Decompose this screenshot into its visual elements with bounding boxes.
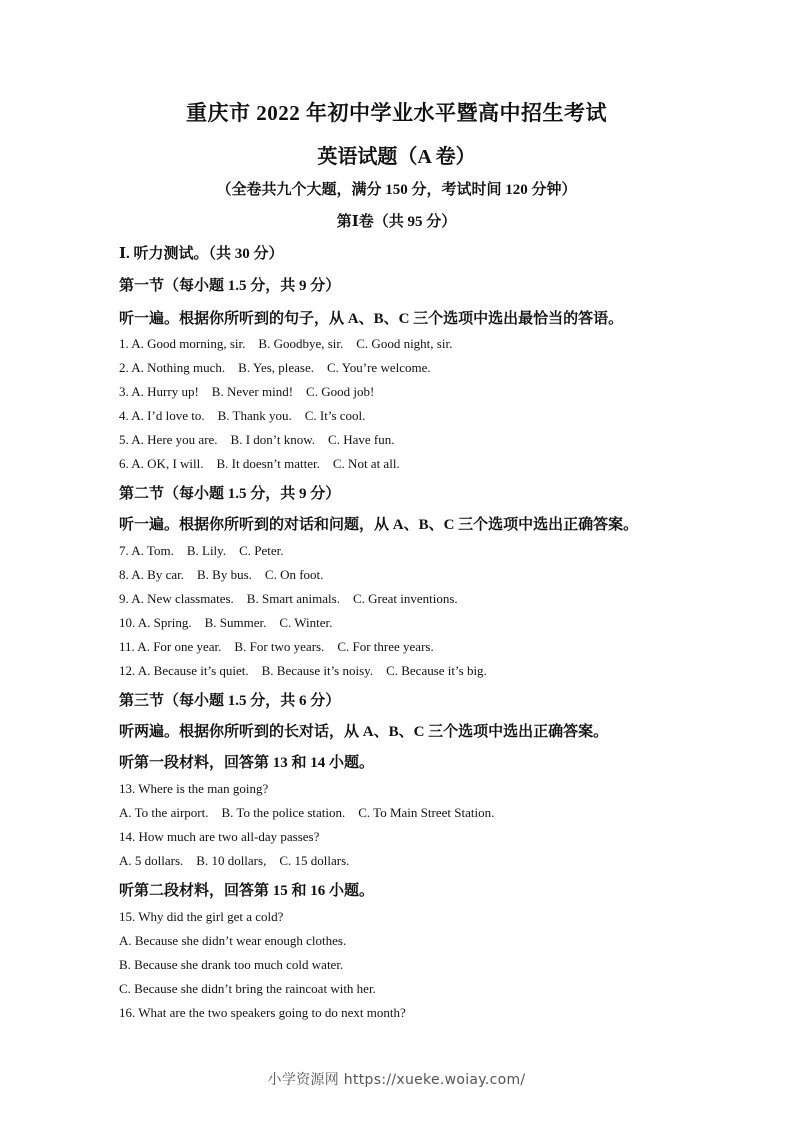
question-options: A. To the airport. B. To the police station. C. To Main Street Station. bbox=[119, 805, 495, 820]
question-item: 6. A. OK, I will. B. It doesn’t matter. C. Not at all. bbox=[119, 456, 400, 471]
exam-info: （全卷共九个大题，满分 150 分，考试时间 120 分钟） bbox=[216, 182, 577, 198]
question-option: A. Because she didn’t wear enough clothes. bbox=[119, 933, 347, 948]
part-heading-listening: Ⅰ. 听力测试。（共 30 分） bbox=[119, 246, 284, 262]
question-item: 2. A. Nothing much. B. Yes, please. C. You’re welcome. bbox=[119, 360, 431, 375]
material1-heading: 听第一段材料，回答第 13 和 14 小题。 bbox=[119, 755, 375, 771]
question-item: 7. A. Tom. B. Lily. C. Peter. bbox=[119, 543, 284, 558]
question-item: 15. Why did the girl get a cold? bbox=[119, 909, 284, 924]
question-item: 4. A. I’d love to. B. Thank you. C. It’s cool. bbox=[119, 408, 366, 423]
section3-instruction: 听两遍。根据你所听到的长对话，从 A、B、C 三个选项中选出正确答案。 bbox=[119, 724, 609, 740]
material2-heading: 听第二段材料，回答第 15 和 16 小题。 bbox=[119, 883, 375, 899]
question-item: 3. A. Hurry up! B. Never mind! C. Good job! bbox=[119, 384, 375, 399]
section2-heading: 第二节（每小题 1.5 分，共 9 分） bbox=[119, 486, 341, 502]
exam-title: 重庆市 2022 年初中学业水平暨高中招生考试 bbox=[186, 101, 607, 125]
question-option: C. Because she didn’t bring the raincoat with her. bbox=[119, 981, 376, 996]
question-item: 13. Where is the man going? bbox=[119, 781, 269, 796]
question-options: A. 5 dollars. B. 10 dollars, C. 15 dollars. bbox=[119, 853, 350, 868]
question-item: 8. A. By car. B. By bus. C. On foot. bbox=[119, 567, 324, 582]
question-item: 1. A. Good morning, sir. B. Goodbye, sir. C. Good night, sir. bbox=[119, 336, 453, 351]
question-item: 10. A. Spring. B. Summer. C. Winter. bbox=[119, 615, 333, 630]
question-item: 5. A. Here you are. B. I don’t know. C. Have fun. bbox=[119, 432, 395, 447]
section3-heading: 第三节（每小题 1.5 分，共 6 分） bbox=[119, 693, 341, 709]
question-item: 12. A. Because it’s quiet. B. Because it’s noisy. C. Because it’s big. bbox=[119, 663, 487, 678]
section2-instruction: 听一遍。根据你所听到的对话和问题，从 A、B、C 三个选项中选出正确答案。 bbox=[119, 517, 639, 533]
section1-heading: 第一节（每小题 1.5 分，共 9 分） bbox=[119, 278, 341, 294]
watermark-footer: 小学资源网 https://xueke.woiay.com/ bbox=[267, 1072, 526, 1088]
question-item: 16. What are the two speakers going to do next month? bbox=[119, 1005, 406, 1020]
exam-subtitle: 英语试题（A 卷） bbox=[317, 146, 476, 168]
section1-instruction: 听一遍。根据你所听到的句子，从 A、B、C 三个选项中选出最恰当的答语。 bbox=[119, 311, 624, 327]
question-option: B. Because she drank too much cold water. bbox=[119, 957, 344, 972]
question-item: 9. A. New classmates. B. Smart animals. C. Great inventions. bbox=[119, 591, 458, 606]
question-item: 14. How much are two all-day passes? bbox=[119, 829, 320, 844]
question-item: 11. A. For one year. B. For two years. C. For three years. bbox=[119, 639, 434, 654]
volume-heading: 第Ⅰ卷（共 95 分） bbox=[336, 214, 457, 230]
